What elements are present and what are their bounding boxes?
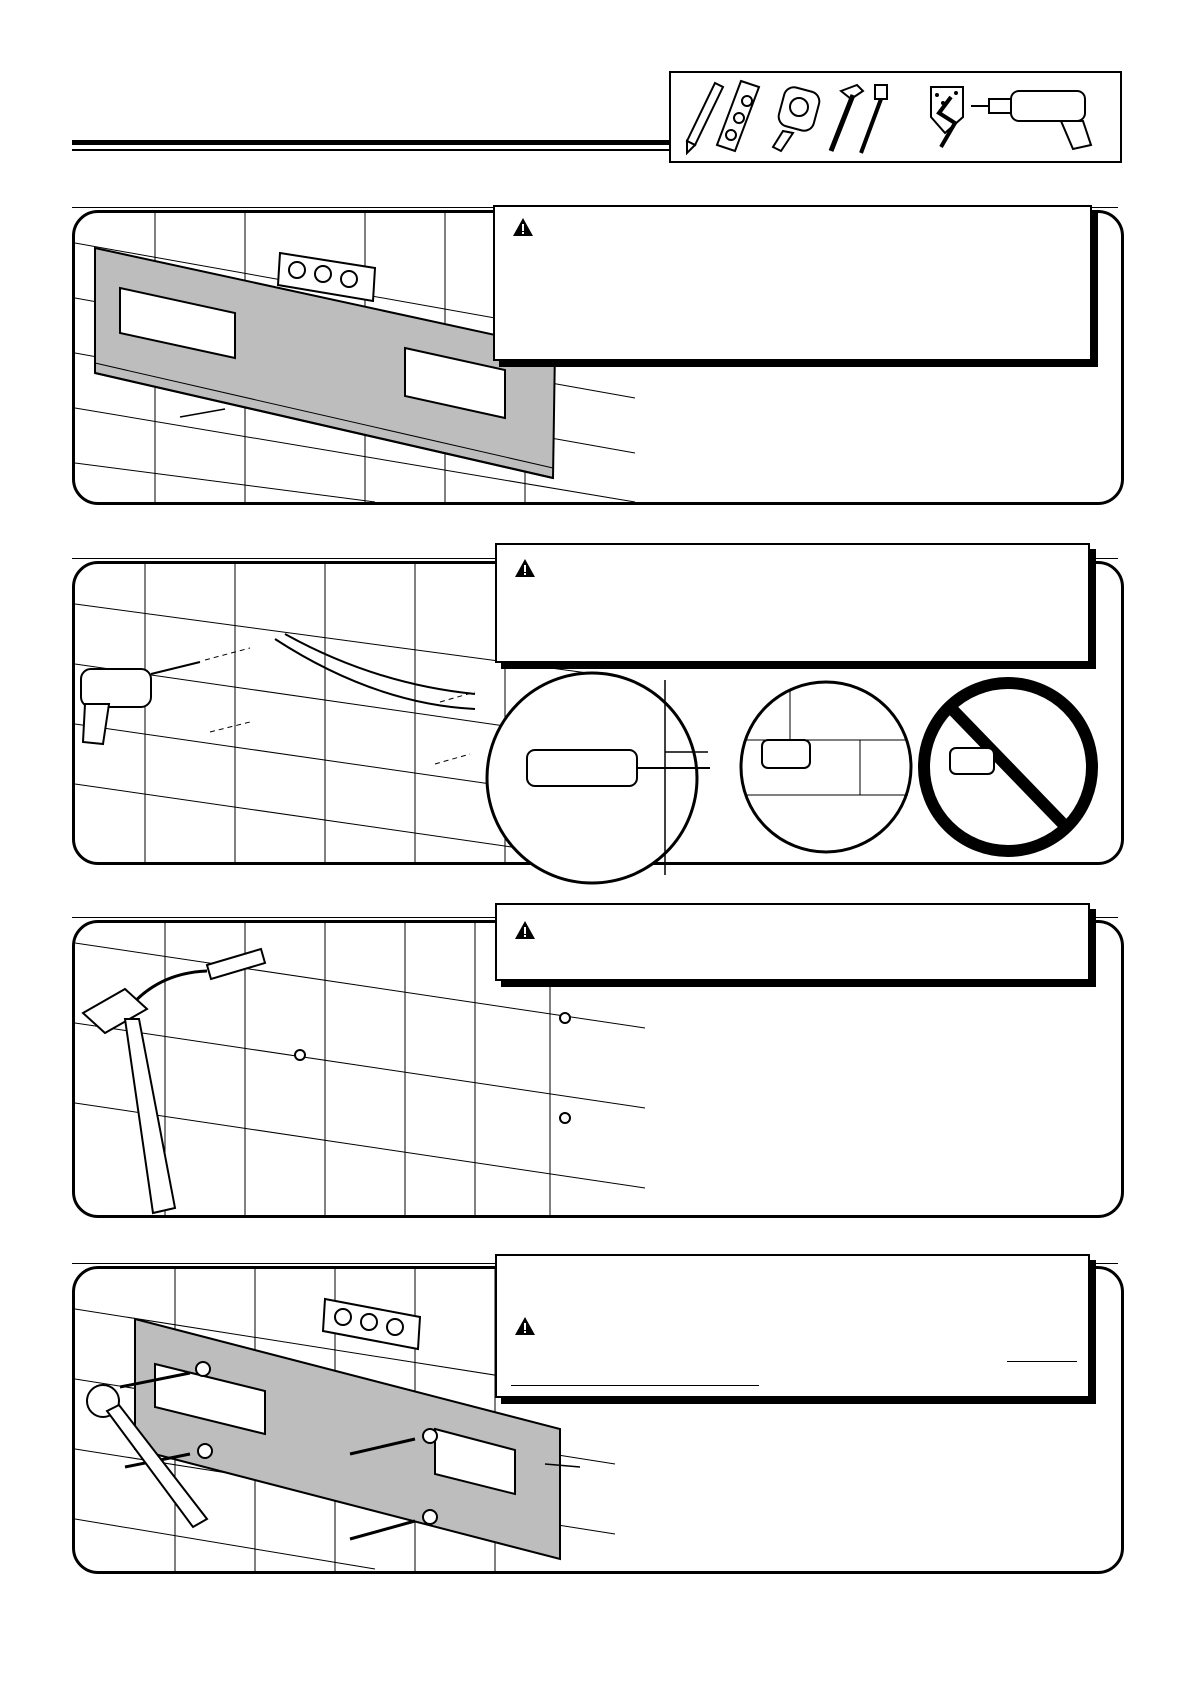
warning-triangle-icon <box>514 558 536 578</box>
drill-bit-icon <box>931 87 963 147</box>
underline-rule-right <box>1007 1361 1077 1362</box>
warning-triangle-icon <box>512 217 534 237</box>
step-4-warning-box <box>495 1254 1090 1398</box>
step-3-warning-box <box>495 903 1090 981</box>
power-drill <box>81 662 200 744</box>
warning-triangle-icon <box>514 920 536 940</box>
power-drill-icon <box>971 91 1091 149</box>
pilot-hole-markers <box>205 648 475 764</box>
underline-rule-left <box>511 1385 759 1386</box>
header-rule-thin <box>72 149 669 151</box>
hammer-icon <box>831 85 863 151</box>
hammer <box>83 989 175 1213</box>
header-rule-thick <box>72 140 669 145</box>
level-icon <box>717 81 759 151</box>
step-1-warning-box <box>493 205 1092 361</box>
socket-wrench-icon <box>861 85 887 153</box>
page-header <box>72 140 669 152</box>
step-2-warning-box <box>495 543 1090 663</box>
level-tool <box>323 1299 420 1349</box>
warning-triangle-icon <box>514 1316 536 1336</box>
wall-anchor <box>207 949 265 979</box>
tools-required-box <box>669 71 1122 163</box>
anchor-holes <box>295 1013 570 1123</box>
tape-measure-icon <box>773 85 822 151</box>
